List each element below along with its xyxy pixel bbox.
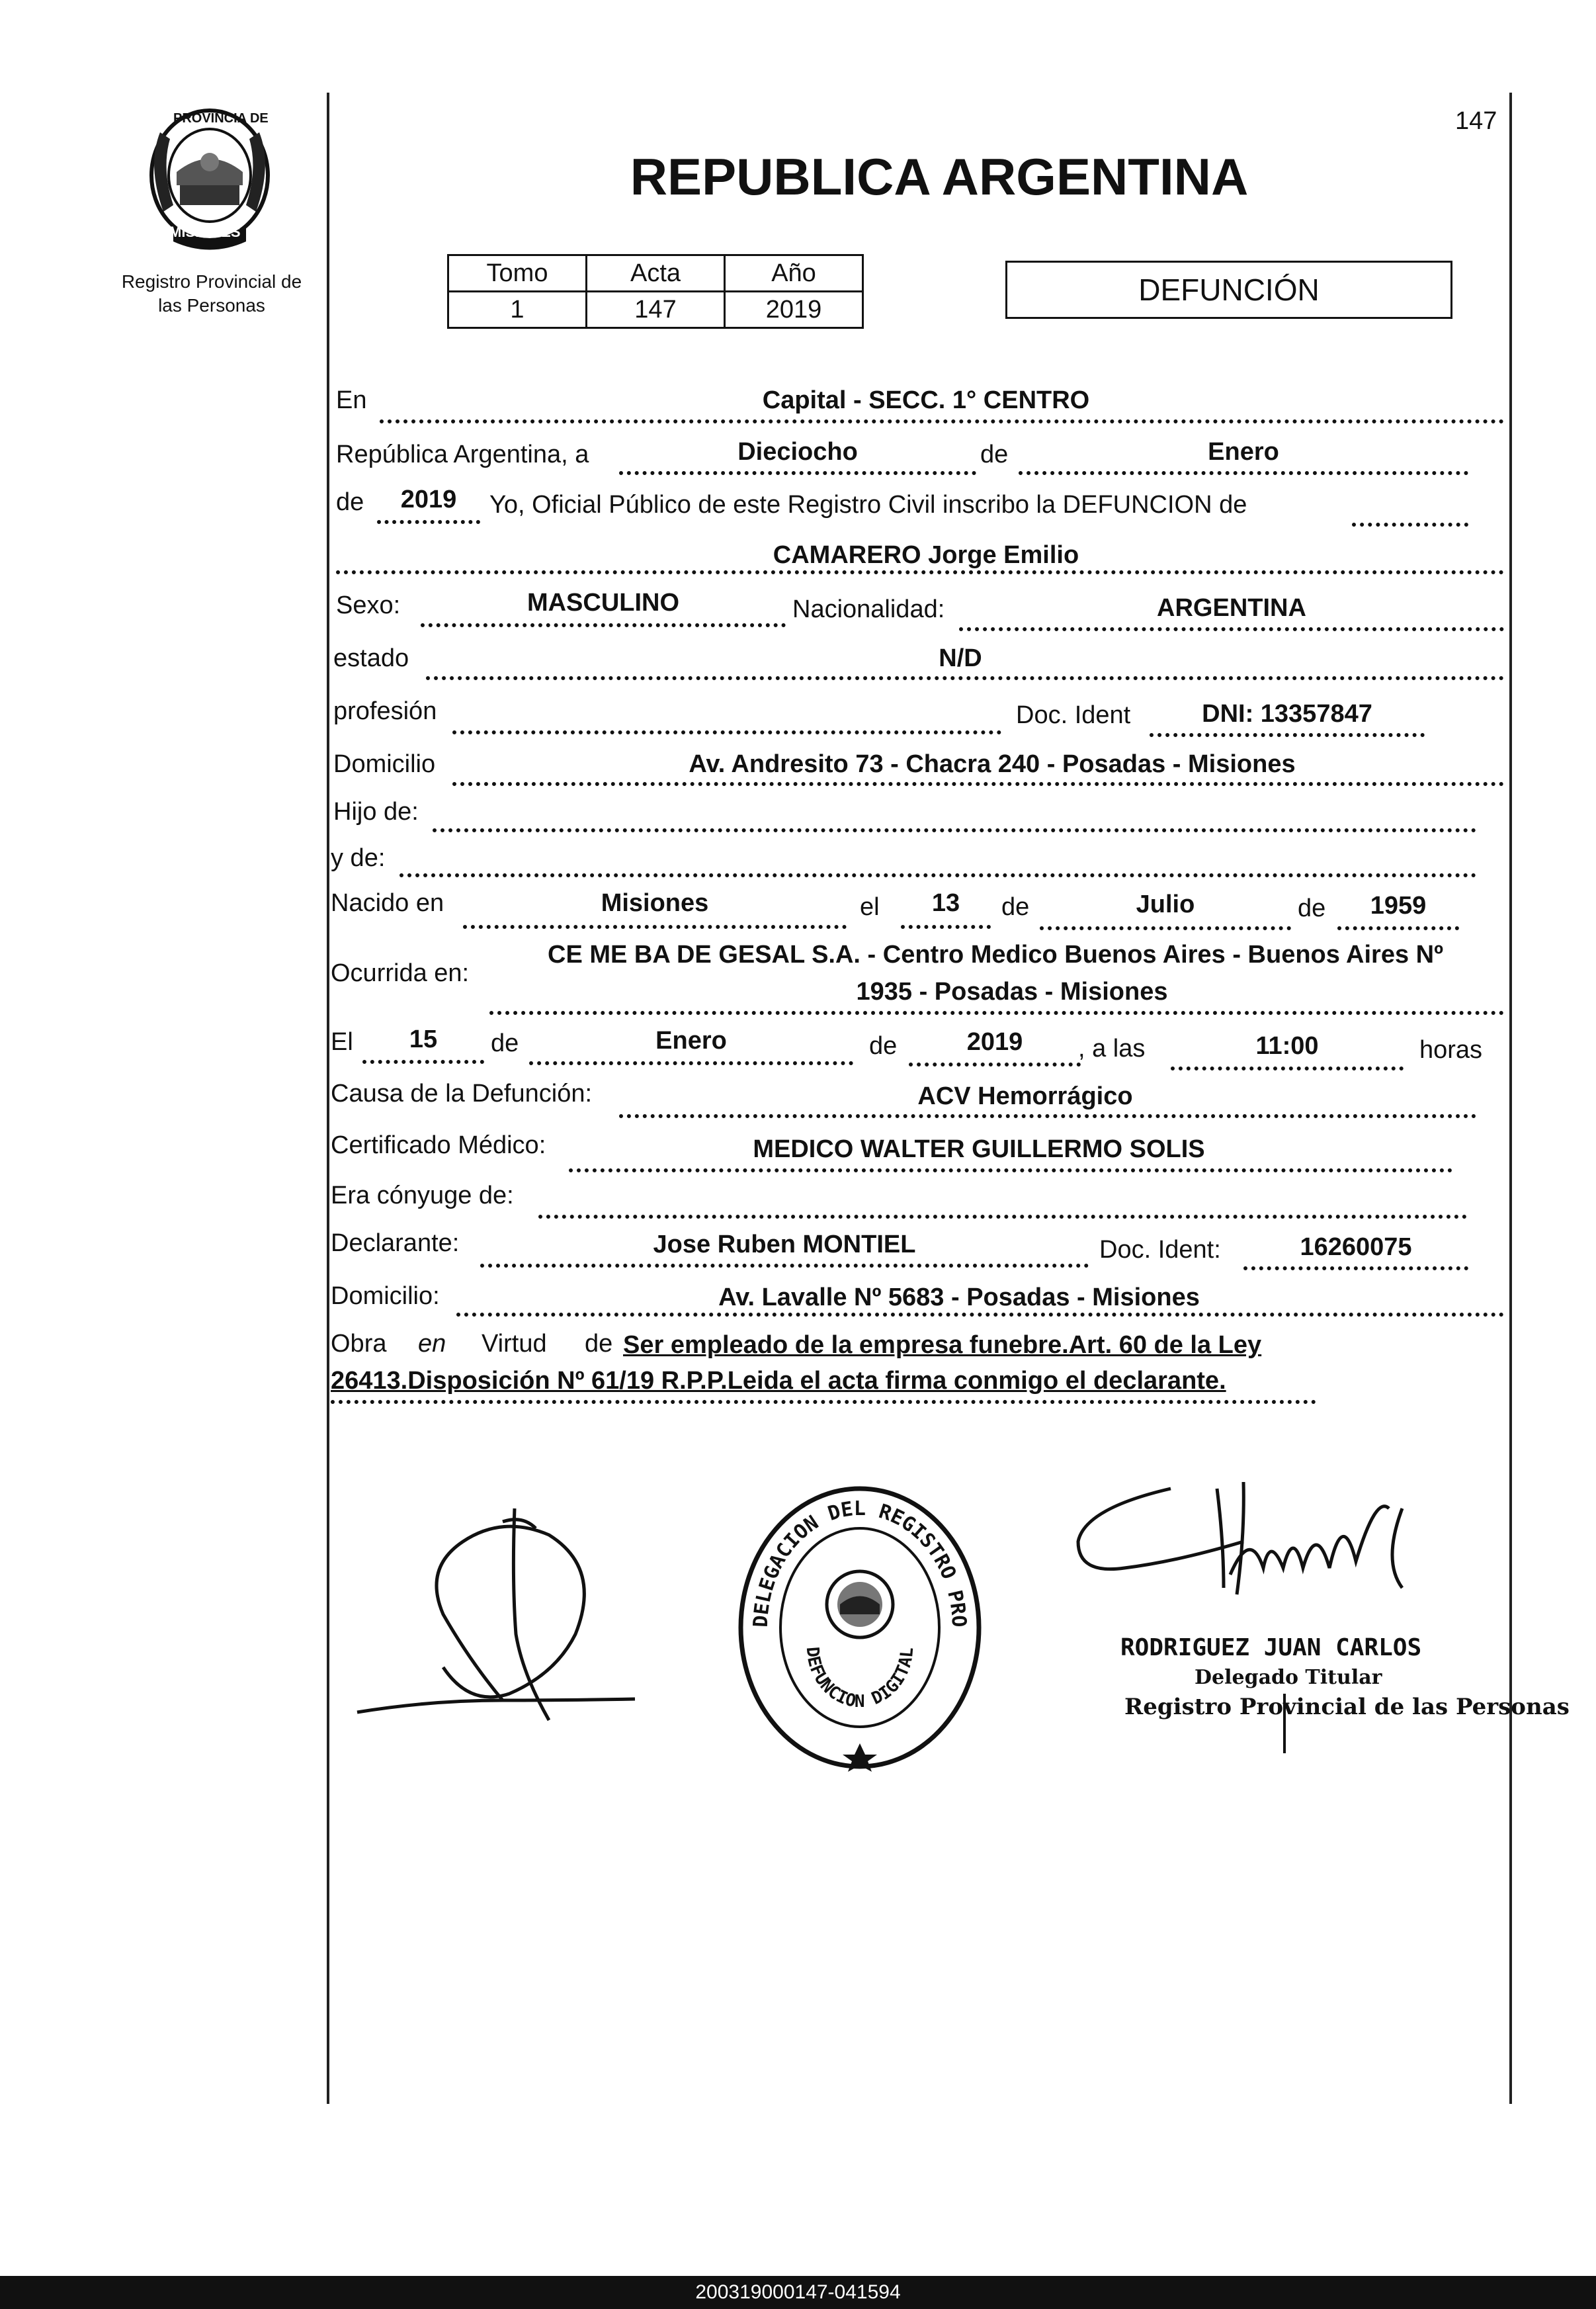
line-fallec-dia [362, 1060, 484, 1064]
label-de-nacido-anio: de [1298, 894, 1326, 922]
table-value-anio: 2019 [725, 292, 863, 328]
table-header-tomo: Tomo [448, 255, 587, 292]
value-nacido-en: Misiones [601, 889, 709, 917]
left-margin-line [327, 93, 329, 2104]
line-conyuge [538, 1215, 1467, 1219]
logo-ring-top: PROVINCIA DE [173, 111, 269, 126]
line-certificado [569, 1168, 1452, 1172]
registrar-signature [1071, 1469, 1442, 1621]
label-horas: horas [1419, 1036, 1483, 1064]
label-el-fallec: El [331, 1028, 353, 1056]
line-domicilio-declarante [456, 1313, 1504, 1317]
value-dia: Dieciocho [737, 438, 858, 466]
value-obra-line2: 26413.Disposición Nº 61/19 R.P.P.Leida el acta firma conmigo el declarante. [331, 1367, 1226, 1395]
declarant-signature [351, 1502, 642, 1727]
line-causa [619, 1114, 1476, 1118]
label-a-las: , a las [1078, 1035, 1146, 1063]
line-anio [377, 520, 480, 524]
line-nacido-mes [1040, 926, 1291, 930]
right-margin-line [1509, 93, 1512, 2104]
value-ocurrida-line2: 1935 - Posadas - Misiones [856, 978, 1168, 1006]
line-estado [426, 676, 1504, 680]
line-nacionalidad [959, 627, 1504, 631]
table-value-acta: 147 [587, 292, 725, 328]
value-mes: Enero [1208, 438, 1279, 466]
label-obra-virtud: Virtud [482, 1330, 547, 1358]
line-domicilio [452, 782, 1504, 786]
value-domicilio: Av. Andresito 73 - Chacra 240 - Posadas - Misiones [689, 750, 1296, 778]
line-nacido-anio [1337, 926, 1459, 930]
signature-stroke [1283, 1694, 1286, 1753]
line-ocurrida [489, 1011, 1504, 1015]
value-ocurrida-line1: CE ME BA DE GESAL S.A. - Centro Medico Buenos Aires - Buenos Aires Nº [548, 941, 1443, 969]
value-domicilio-declarante: Av. Lavalle Nº 5683 - Posadas - Misiones [718, 1284, 1200, 1311]
line-y-de [399, 873, 1476, 877]
label-de-fallec-anio: de [869, 1032, 898, 1060]
label-sexo: Sexo: [336, 591, 401, 619]
label-conyuge: Era cónyuge de: [331, 1182, 514, 1209]
record-type-box: DEFUNCIÓN [1005, 261, 1452, 319]
value-obra-line1: Ser empleado de la empresa funebre.Art. 60 de la Ley [623, 1331, 1262, 1359]
line-mes [1019, 471, 1468, 475]
label-profesion: profesión [333, 697, 437, 725]
logo-ring-bottom: MISIONES [169, 224, 241, 240]
label-obra-en: en [418, 1330, 446, 1358]
label-de-nacido-mes: de [1001, 893, 1030, 921]
line-sexo [421, 623, 786, 627]
label-nacionalidad: Nacionalidad: [792, 595, 945, 623]
register-table [447, 254, 864, 329]
value-nacido-dia: 13 [931, 889, 960, 917]
label-de-mes: de [980, 441, 1009, 468]
label-nacido-en: Nacido en [331, 889, 444, 917]
table-value-tomo: 1 [448, 292, 587, 328]
line-declarante [480, 1264, 1089, 1268]
seal-outer-text: DELEGACION DEL REGISTRO PRO [749, 1497, 971, 1628]
label-y-de: y de: [331, 844, 386, 872]
value-fallec-hora: 11:00 [1255, 1032, 1319, 1060]
value-declarante: Jose Ruben MONTIEL [653, 1231, 916, 1258]
label-doc-ident: Doc. Ident [1016, 701, 1131, 729]
label-causa: Causa de la Defunción: [331, 1080, 593, 1108]
value-sexo: MASCULINO [526, 589, 680, 617]
value-lugar: Capital - SECC. 1° CENTRO [762, 386, 1090, 414]
line-obra-end [331, 1400, 1316, 1404]
label-estado: estado [333, 644, 409, 672]
line-lugar [380, 419, 1504, 423]
value-declarante-doc: 16260075 [1300, 1233, 1412, 1261]
label-domicilio: Domicilio [333, 750, 436, 778]
value-nacido-anio: 1959 [1370, 892, 1427, 920]
registrar-org: Registro Provincial de las Personas [1124, 1694, 1570, 1720]
value-fallec-anio: 2019 [966, 1028, 1023, 1056]
official-seal [728, 1482, 992, 1773]
org-name-line2: las Personas [158, 295, 265, 316]
label-en: En [336, 386, 367, 414]
line-nombre [336, 570, 1504, 574]
value-nombre: CAMARERO Jorge Emilio [773, 541, 1079, 569]
registrar-name: RODRIGUEZ JUAN CARLOS [1120, 1634, 1422, 1661]
value-fallec-dia: 15 [409, 1025, 438, 1053]
line-nacido-dia [901, 925, 991, 929]
seal-inner-text: DEFUNCION DIGITAL [802, 1646, 918, 1712]
line-doc-ident-declarante [1243, 1266, 1468, 1270]
line-dia [619, 471, 976, 475]
label-obra: Obra [331, 1330, 387, 1358]
table-header-acta: Acta [587, 255, 725, 292]
value-anio: 2019 [400, 486, 457, 513]
line-yo-oficial-end [1352, 523, 1468, 527]
label-hijo-de: Hijo de: [333, 798, 419, 826]
label-de-fallec-mes: de [491, 1029, 519, 1057]
page-number: 147 [1455, 107, 1497, 135]
label-yo-oficial: Yo, Oficial Público de este Registro Civil inscribo la DEFUNCION de [489, 491, 1247, 519]
org-name-line1: Registro Provincial de [121, 271, 302, 292]
svg-text:DEFUNCION DIGITAL [802, 1646, 918, 1712]
line-nacido-en [463, 925, 847, 929]
label-de-anio: de [336, 488, 364, 516]
value-certificado: MEDICO WALTER GUILLERMO SOLIS [753, 1135, 1205, 1163]
line-doc-ident [1150, 733, 1425, 737]
label-obra-de: de [585, 1330, 613, 1358]
line-fallec-anio [909, 1063, 1081, 1067]
page-title: REPUBLICA ARGENTINA [630, 148, 1249, 206]
line-fallec-hora [1171, 1067, 1404, 1070]
line-fallec-mes [529, 1061, 853, 1065]
label-el: el [860, 893, 880, 921]
registrar-role: Delegado Titular [1195, 1666, 1382, 1689]
value-fallec-mes: Enero [655, 1027, 727, 1055]
value-estado: N/D [939, 644, 982, 672]
value-doc-ident: DNI: 13357847 [1202, 700, 1372, 728]
line-profesion [452, 730, 1001, 734]
value-causa: ACV Hemorrágico [917, 1082, 1133, 1110]
table-header-anio: Año [725, 255, 863, 292]
document-code-bar: 200319000147-041594 [0, 2276, 1596, 2309]
label-certificado: Certificado Médico: [331, 1131, 546, 1159]
value-nacionalidad: ARGENTINA [1157, 594, 1306, 622]
label-declarante: Declarante: [331, 1229, 460, 1257]
label-ocurrida-en: Ocurrida en: [331, 959, 470, 987]
label-republica: República Argentina, a [336, 441, 589, 468]
label-doc-ident-declarante: Doc. Ident: [1099, 1236, 1221, 1264]
label-domicilio-declarante: Domicilio: [331, 1282, 440, 1310]
value-nacido-mes: Julio [1136, 891, 1195, 918]
line-hijo-de [433, 828, 1476, 832]
